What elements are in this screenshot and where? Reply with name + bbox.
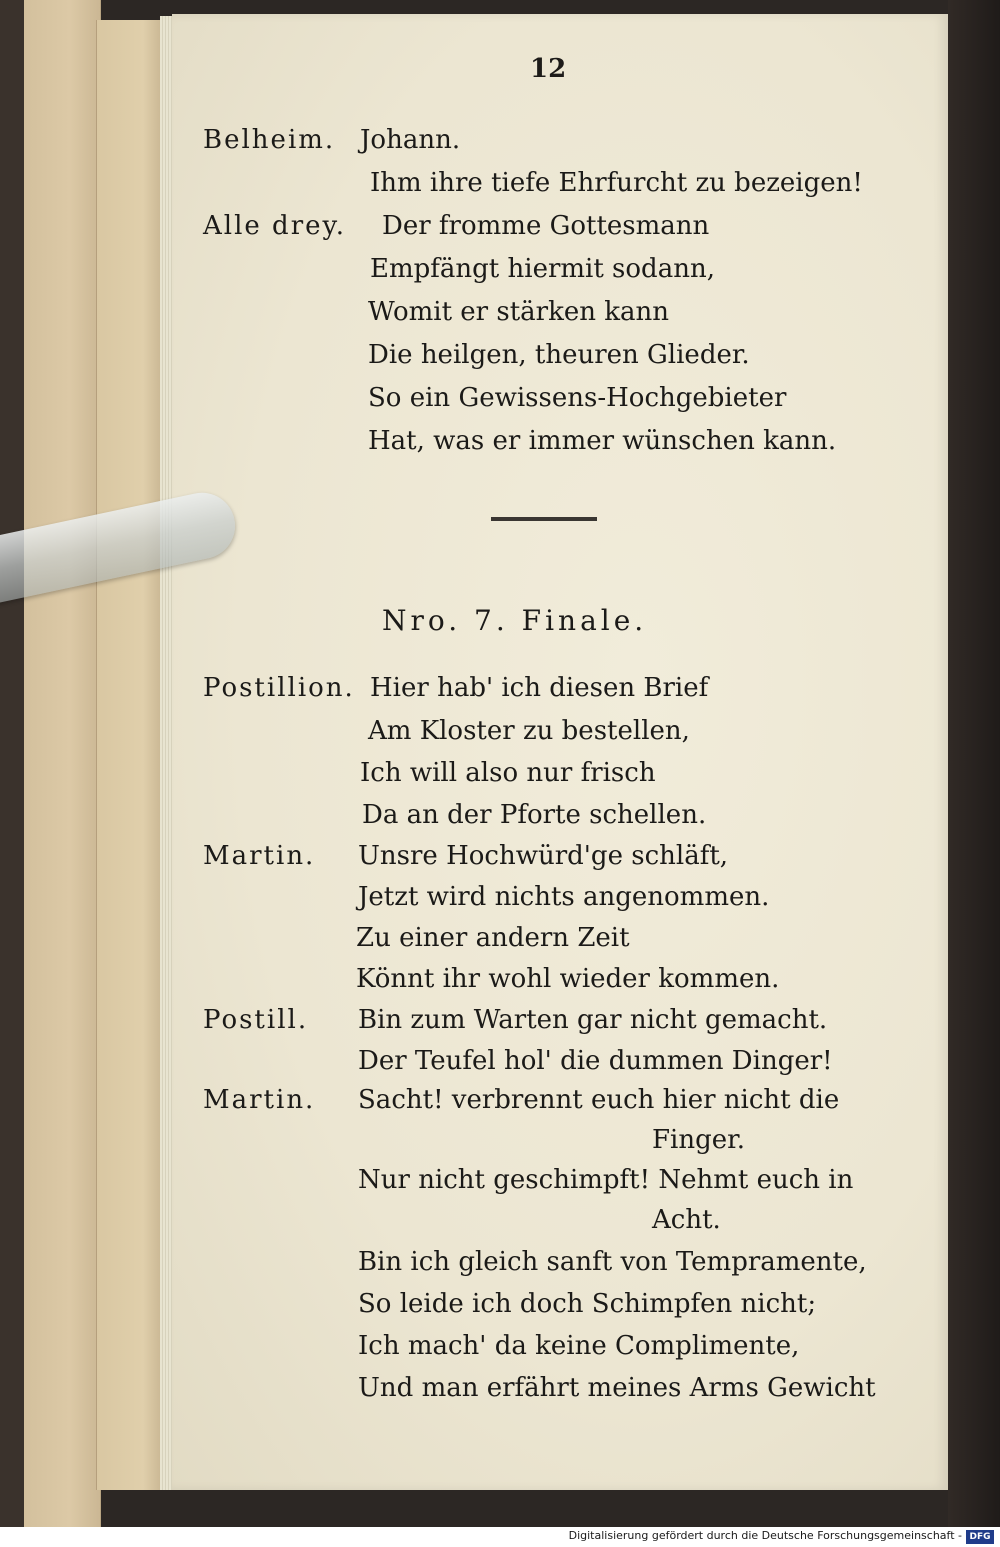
verse-line: Da an der Pforte schellen. [362, 800, 707, 830]
section-heading: Nro. 7. Finale. [382, 604, 648, 637]
verse-line: Nur nicht geschimpft! Nehmt euch in [358, 1165, 854, 1195]
verse-line: Womit er stärken kann [368, 297, 669, 327]
verse-line: Sacht! verbrennt euch hier nicht die [358, 1085, 840, 1115]
verse-line: Zu einer andern Zeit [356, 923, 630, 953]
speaker-label: Martin. [203, 1085, 316, 1115]
cardboard-strip-inner [96, 20, 164, 1490]
verse-line: Ihm ihre tiefe Ehrfurcht zu bezeigen! [370, 168, 863, 198]
verse-line: Bin ich gleich sanft von Tempramente, [358, 1247, 867, 1277]
verse-line: So leide ich doch Schimpfen nicht; [358, 1289, 817, 1319]
verse-line: So ein Gewissens-Hochgebieter [368, 383, 787, 413]
verse-line: Der Teufel hol' die dummen Dinger! [358, 1046, 833, 1076]
verse-line: Ich mach' da keine Complimente, [358, 1331, 800, 1361]
verse-line: Bin zum Warten gar nicht gemacht. [358, 1005, 828, 1035]
speaker-label: Postillion. [203, 673, 355, 703]
cardboard-strip-outer [24, 0, 101, 1527]
verse-line: Die heilgen, theuren Glieder. [368, 340, 750, 370]
verse-line: Könnt ihr wohl wieder kommen. [356, 964, 780, 994]
verse-line: Empfängt hiermit sodann, [370, 254, 715, 284]
verse-line: Unsre Hochwürd'ge schläft, [358, 841, 729, 871]
dfg-logo-icon: DFG [966, 1530, 994, 1544]
verse-line: Acht. [652, 1205, 721, 1235]
scan-background-left [0, 0, 24, 1527]
verse-line: Ich will also nur frisch [360, 758, 656, 788]
scan-background-right [948, 0, 1000, 1527]
verse-line: Jetzt wird nichts angenommen. [358, 882, 770, 912]
verse-line: Hat, was er immer wünschen kann. [368, 426, 837, 456]
section-divider [491, 517, 597, 521]
verse-line: Finger. [652, 1125, 745, 1155]
speaker-label: Alle drey. [203, 211, 347, 241]
speaker-label: Belheim. [203, 125, 336, 155]
speaker-label: Martin. [203, 841, 316, 871]
speaker-label: Postill. [203, 1005, 309, 1035]
verse-line: Und man erfährt meines Arms Gewicht [358, 1373, 876, 1403]
funding-credit: Digitalisierung gefördert durch die Deutsche Forschungsgemeinschaft - [568, 1529, 962, 1542]
verse-line: Der fromme Gottesmann [382, 211, 710, 241]
verse-line: Am Kloster zu bestellen, [368, 716, 690, 746]
verse-line: Johann. [360, 125, 461, 155]
show-through [760, 120, 768, 148]
verse-line: Hier hab' ich diesen Brief [370, 673, 709, 703]
page-number: 12 [530, 54, 567, 84]
